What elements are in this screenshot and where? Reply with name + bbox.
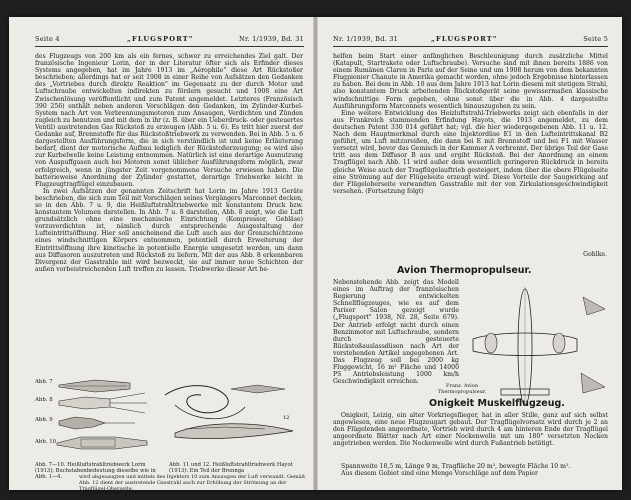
paragraph: Eine weitere Entwicklung des Heizluftstrahl-Triebwerks zeigt sich ebenfalls in der aus Frankreich stammenden Erfindung Hayots, die 1913 angemeldet, zu dem deutschen Patent 330 014 geführt hat; vgl. die hier wiedergegebenen Abb. 11 u. 12. Nach dem Hauptmerkmal durch eine Injektordüse E1 in den Lufteintrittskanal B2 geführt, um Luft mitzureißen, die dann bei E mit Brennstoff und bei F1 mit Wasser versetzt wird, bevor das Gemisch in der Kammer A verbrennt. Der übrige Teil der Gase tritt aus dem Diffusor B aus und ergibt Rückstoß. Bei der Anordnung an einem Tragflügel nach Abb. 11 wird außer dem wesentlich geringeren Rückdruck in bereits gleiche Weise auch der Tragflügelauftrieb gesteigert, indem über die obere Flügelseite eine Strömung auf der Flügelseite erzeugt wird. Diese Vorteile der Saugwirkung auf der Flügeloberseite verwandten Gasstrahle mit der von Zirkulationsgeschwindigkeit versehen. (Fortsetzung folgt) — [333, 109, 608, 195]
figure-label: Abb. 10 — [35, 439, 57, 445]
figures-7-12 — [35, 377, 303, 463]
issue-info: Nr. 1/1939, Bd. 31 — [238, 35, 304, 43]
book-spread — [9, 17, 622, 490]
paragraph: In zwei Aufsätzen der genannten Zeitschrift hat Lorin im Jahre 1913 Geräte beschrieben, die sich zum Teil mit Vorschlägen seines Vorgängers Marconnet decken, so in den Abb. 7 u. 9, die Heißluftstrahltriebwerke mit konstantem Druck bzw. konstantem Volumen darstellen. In Abb. 7 u. 8 darstellen, Abb. 8 zeigt, wie die Luft grundsätzlich ohne eine mechanische Einrichtung (Kompressor, Gebläse) vorzuverdichten ist, nämlich durch entsprechende Ausgestaltung der Lufteintrittsöffnung. Hier soll anscheinend die Luft auch aus der Grenzschichtzone eines windschnittigen Körpers entnommen, potentiell durch Erweiterung der Eintrittsöffnung ihre kinetische in potentielle Energie umgesetzt werden, um dann aus Diffusoren auszutreten und Rückstoß zu liefern. Mit der aus Abb. 8 erkennbaren Divergenz der Gasstrahle mit wird bezweckt, sie auf immer neue Schichten der außen vorbeistreichenden Luft treffen zu lassen. Triebwerke dieser Art be- — [35, 187, 303, 273]
figure-caption-2: Thermopropulseur. — [437, 389, 487, 395]
figure-label: Abb. 8 — [35, 397, 53, 403]
engine-drawings — [35, 377, 303, 463]
header-rule — [35, 46, 304, 47]
page-left — [9, 17, 314, 490]
article-body-left — [35, 53, 303, 383]
journal-title: „FLUGSPORT" — [431, 35, 498, 43]
figure-caption-7-10: Abb. 7—10. Heißluftstrahltriebwerk Lorin (1913); Buchstabenbedeutung dieselbe wie in Abb. 1—4. — [35, 462, 156, 481]
issue-info: Nr. 1/1939, Bd. 31 — [333, 35, 399, 43]
section-heading-avion: Avion Thermopropulseur. — [397, 265, 532, 276]
page-right — [317, 17, 622, 490]
paragraph: des Flugzeugs von 200 km als ein fernes, schwer zu erreichendes Ziel galt. Der französische Ingenieur Lorin, der in der Literatur öfter sich als Erfinder dieses Systems angegeben, hat im Jahre 1913 im „Aérophile" diese Art Rückstoßer beschrieben; allerdings hat er seit 1908 in einer Reihe von Aufsätzen den Gedanken des „Vortriebes durch direkte Reaktion" im Gegensatz zu der durch Motor und Luftschraube entwickelten indirekten zu fördern gesucht und 1908 eine Art Zwischenlösung veröffentlicht und zum Patent angemeldet. Letzteres (Französisch 390 256) enthält neben anderen Vorschlägen den Gedanken, im Zylinder-Kurbel-System nach Art von Verbrennungsmotoren zum Ansaugen, Verdichten und Zünden zugleich zu benutzen und mit dem in ihr (z. B. über ein Ueberdruck- oder gesteuertes Ventil) austretenden Gas Rückstoß zu erzeugen (Abb. 5 u. 6). Es tritt hier zuerst der Gedanke auf, Brennstoffe für das Rückstoßtriebwerk zu verwenden. Bei in Abb. 5 u. 6 dargestellten Ausführungsform, die in sich verständlich ist und keine Erläuterung bedarf, dient der motorische Aufbau lediglich der Rückstoßerzeugung; es wird also zur Kurbelwelle keine Leistung entnommen. Natürlich ist eine derartige Ausnutzung von Auspuffgasen auch bei Motoren sonst üblicher Ausführungsform möglich, zwar erfolgreich, wenn in jüngster Zeit vorgenommene Versuche erwiesen haben. Die batterieweise Anordnung der Zylinder gestattet, derartige Triebwerke leicht in Flugzeugtragflügel einzubauen. — [35, 53, 303, 188]
section-heading-onigkeit: Onigkeit Muskelflugzeug. — [429, 398, 565, 409]
page-number: Seite 5 — [583, 35, 608, 43]
onigkeit-article-text — [333, 412, 608, 462]
author-signature: Gohlke. — [583, 251, 607, 258]
paragraph: Spannweite 18,5 m, Länge 9 m, Tragfläche 20 m², bewegte Fläche 10 m². — [341, 463, 571, 470]
page-number: Seite 4 — [35, 35, 60, 43]
figure-label: Abb. 9 — [35, 417, 53, 423]
figure-caption-11-12: Abb. 11 und 12. Heißluftstrahltriebwerk Hayot (1913): Ein Teil der Brennga — [169, 462, 293, 475]
paragraph: helfen beim Start einer anfänglichen Beschleunigung durch zusätzliche Mittel (Katapult, Startrakete oder Luftschraube). Versuche sind mit ihnen bereits 1886 von einem Rumänen Claren in Paris auf der Seine und um 1908 herum von dem bekannten Flugpionier Chanute in Amerika gemacht worden, ohne jedoch Ergebnisse hinterlassen zu haben. Bei dem in Abb. 10 aus dem Jahre 1913 hat Lorin diesem mit stetigem Strahl, also konstantem Druck arbeitenden Rückstoßgerät seine gewissermaßen klassische windschnittige Form gegeben, ohne sonst über die in Abb. 4 dargestellte Ausführungsform Marconnets wesentlich hinauszugehen zu sein. — [333, 53, 608, 110]
onigkeit-specs — [333, 463, 608, 477]
paragraph: Onigkeit, Leizig, ein alter Vorkriegsflieger, hat in aller Stille, ganz auf sich selbst angewiesen, eine neue Flugzeugart gebaut. Der Tragflügelvorsatz wird durch je 2 an den Flügelenden angeordnete, Vortrieb wird durch 4 am hinteren Ende der Tragflügel angeordnete Blätter nach Art einer Nockenwelle mit um 180° versetzten Nocken angetrieben werden. Die Nockenwelle wird durch Fußantrieb betätigt. — [333, 412, 608, 448]
figure-label: Abb. 7 — [35, 379, 53, 385]
header-rule — [333, 46, 608, 47]
article-body-right — [333, 53, 608, 253]
figure-caption-1: Franz. Avion — [446, 383, 478, 389]
paragraph: Aus diesem Gebiet sind eine Menge Vorschläge auf dem Papier — [341, 470, 538, 478]
svg-text:12: 12 — [283, 415, 290, 421]
avion-article-text: Nebenstehende Abb. zeigt das Modell eines im Auftrag der französischen Regierung entwickelten Schnellflugzeuges, wie es auf dem Pariser Salon gezeigt wurde („Flugsport" 1938, Nr. 28, Seite 679). Der Antrieb erfolgt nicht durch einen Benzinmotor mit Luftschraube, sondern durch gesteuerte Rückstoßauslassdüsen nach Art der vorstehenden Artikel angegebenen Art. Das Flugzeug soll bei 2000 kg Fluggewicht, 16 m² Fläche und 14000 PS Antriebsleistung 1000 km/h Geschwindigkeit erreichen. — [333, 279, 459, 386]
journal-title: „FLUGSPORT" — [127, 35, 194, 43]
figure-note: wird abgesaugten und mittels des Injektors 10 zum Ansaugen der Luft verwandt. Gemäß Abb. 12 dient der austretende Gasstrahl auch zur Erhöhung der Strömung an der Tragflügel-Oberseite. — [79, 474, 305, 490]
